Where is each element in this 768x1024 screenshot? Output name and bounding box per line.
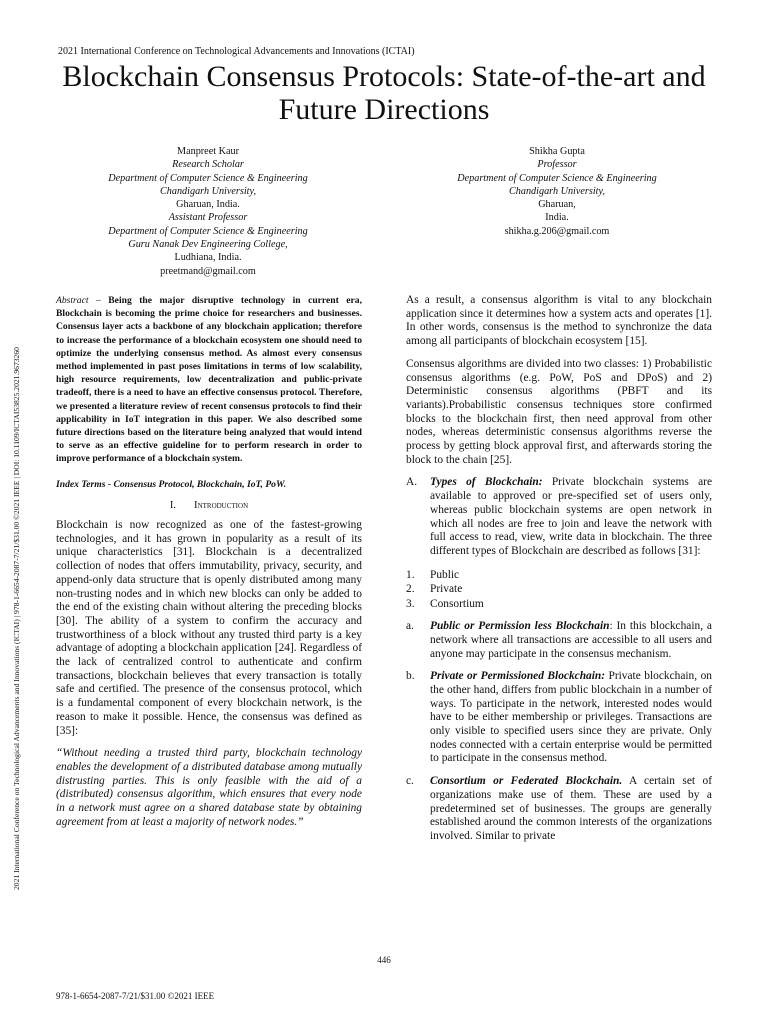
type-description-public bbox=[406, 620, 712, 661]
author-role-secondary: Assistant Professor bbox=[168, 212, 248, 224]
author-department: Department of Computer Science & Engineering bbox=[108, 172, 308, 184]
type-heading: Consortium or Federated Blockchain. bbox=[430, 775, 623, 788]
abstract-label: Abstract bbox=[56, 295, 89, 306]
list-label: Consortium bbox=[430, 597, 484, 610]
intro-quote: “Without needing a trusted third party, blockchain technology enables the development of a distributed database among mutually distrusting parties. This is only feasible with the aid of a (distributed) consensus algorithm, which ensures that every node in a network must agree on a shared database state by obtaining agreement from at least a majority of network nodes.” bbox=[56, 747, 362, 828]
section-heading-introduction bbox=[56, 499, 362, 513]
author-block-1 bbox=[58, 145, 358, 278]
intro-paragraph: Blockchain is now recognized as one of the fastest-growing technologies, and it has grown in popularity as a result of its unique characteristics [31]. Blockchain is a decentralized collection of nodes that offers immutability, privacy, security, and append-only data structure that is openly distributed among many non-trusting nodes and in which new blocks can only be added to the end of the existing chain without altering the preceding blocks [30]. The ability of a system to confirm the accuracy and trustworthiness of a block without any trusted third party is a key advantage of adopting a blockchain application [24]. Regardless of the lack of centralized control to authenticate and confirm transactions, blockchain believes that every transaction is totally safe and certified. The presence of the consensus protocol, which is a fundamental component of every blockchain network, is the reason to make it possible. Hence, the consensus was defined as [35]: bbox=[56, 519, 362, 737]
author-role: Research Scholar bbox=[172, 159, 244, 171]
subsection-types-of-blockchain bbox=[406, 476, 712, 558]
type-marker: a. bbox=[406, 620, 414, 633]
list-item bbox=[406, 568, 712, 583]
author-department: Department of Computer Science & Engineering bbox=[457, 172, 657, 184]
side-doi-strip: 2021 International Conference on Technological Advancements and Innovations (ICTAI) | 978-1-6654-2087-7/21/$31.00 ©2021 IEEE | DOI: 10.1109/ICTAI53825.2021.9673260 bbox=[12, 347, 21, 890]
subsection-heading: Types of Blockchain: bbox=[430, 476, 543, 489]
subsection-marker: A. bbox=[406, 476, 418, 489]
type-marker: b. bbox=[406, 670, 415, 683]
type-text bbox=[430, 670, 712, 766]
type-body: A certain set of organizations make use of them. These are used by a predetermined set of businesses. The groups are generally established around the common interests of the organizations involved. Similar to private bbox=[430, 775, 712, 842]
type-heading: Private or Permissioned Blockchain: bbox=[430, 670, 606, 683]
list-item bbox=[406, 582, 712, 597]
author-city: Gharuan, bbox=[538, 199, 576, 211]
subsection-body: Private blockchain systems are available to approved or pre-specified set of users only, whereas public blockchain systems are open network in which all nodes are free to join and leave the network with full access to read, view, write data in blockchain. The three different types of Blockchain are described as follows [31]: bbox=[430, 476, 713, 557]
right-column bbox=[406, 294, 712, 853]
conference-header: 2021 International Conference on Technological Advancements and Innovations (ICTAI) bbox=[58, 46, 415, 57]
abstract-text: Being the major disruptive technology in current era, Blockchain is becoming the prime choice for researchers and businesses. Consensus layer acts a backbone of any blockchain application; therefore to increase the performance of a blockchain ecosystem one should need to optimize the underlying consensus method. As almost every consensus method implemented in past poses limitations in terms of low scalability, high resource requirements, low decentralization and public-private tradeoff, there is a need to have an effective consensus protocol. Therefore, we presented a literature review of recent consensus protocols to find their applicability in IoT integration in this paper. We also described some future directions based on the literature being analyzed that would intend to serve as an effective guideline for to perform research in order to improve performance of a blockchain system. bbox=[56, 295, 363, 465]
author-name: Shikha Gupta bbox=[529, 146, 585, 157]
list-number: 1. bbox=[406, 568, 415, 581]
author-college-secondary: Guru Nanak Dev Engineering College, bbox=[128, 239, 288, 251]
left-column bbox=[56, 294, 362, 839]
blockchain-types-list bbox=[406, 568, 712, 612]
section-number: I. bbox=[169, 500, 177, 512]
type-description-private bbox=[406, 670, 712, 766]
type-body: : In this blockchain, a network where all transactions are accessible to all users and anyone may participate in the consensus mechanism. bbox=[430, 620, 712, 660]
copyright-footer: 978-1-6654-2087-7/21/$31.00 ©2021 IEEE bbox=[56, 991, 215, 1001]
consensus-classes-paragraph: Consensus algorithms are divided into two classes: 1) Probabilistic consensus algorithms (e.g. PoW, PoS and DPoS) and 2) Deterministic consensus algorithms (PBFT and its variants).Probabilistic consensus techniques store confirmed blocks to the blockchain first, then need approval from other nodes, whereas deterministic consensus algorithms reverse the process by getting block approval first, and afterwards storing the block to the chain [25]. bbox=[406, 357, 712, 466]
consensus-paragraph: As a result, a consensus algorithm is vital to any blockchain application since it determines how a system acts and operates [1]. In other words, consensus is the method to synchronize the data among all participants of blockchain ecosystem [15]. bbox=[406, 294, 712, 348]
author-name: Manpreet Kaur bbox=[177, 146, 239, 157]
author-country: India. bbox=[545, 212, 569, 224]
index-terms: Index Terms - Consensus Protocol, Blockchain, IoT, PoW. bbox=[56, 478, 287, 490]
list-number: 2. bbox=[406, 583, 415, 596]
author-city: Gharuan, India. bbox=[176, 199, 240, 211]
author-block-2 bbox=[402, 145, 712, 238]
type-heading: Public or Permission less Blockchain bbox=[430, 620, 610, 633]
author-city-secondary: Ludhiana, India. bbox=[174, 252, 242, 264]
type-description-consortium bbox=[406, 775, 712, 844]
page-number: 446 bbox=[377, 955, 391, 965]
list-number: 3. bbox=[406, 597, 415, 610]
author-email[interactable]: shikha.g.206@gmail.com bbox=[504, 225, 610, 237]
author-email[interactable]: preetmand@gmail.com bbox=[160, 265, 256, 277]
abstract bbox=[56, 294, 362, 466]
subsection-text bbox=[430, 476, 712, 558]
author-university: Chandigarh University, bbox=[159, 185, 257, 197]
abstract-dash: – bbox=[88, 295, 109, 306]
type-marker: c. bbox=[406, 775, 414, 788]
type-text bbox=[430, 620, 712, 661]
type-body: Private blockchain, on the other hand, differs from public blockchain in a number of ways. To participate in the network, interested nodes would have to be either membership or privileges. Transactions are only visible to specified users since they are private. Only nodes connected with a certain enterprise would be permitted to participate in the consensus method. bbox=[430, 670, 712, 765]
paper-title: Blockchain Consensus Protocols: State-of-the-art and Future Directions bbox=[62, 60, 706, 126]
list-item bbox=[406, 597, 712, 612]
author-role: Professor bbox=[537, 159, 577, 171]
list-label: Private bbox=[430, 583, 463, 596]
author-university: Chandigarh University, bbox=[508, 185, 606, 197]
list-label: Public bbox=[430, 568, 460, 581]
author-department-secondary: Department of Computer Science & Engineering bbox=[108, 225, 308, 237]
section-title: Introduction bbox=[194, 500, 249, 512]
type-text bbox=[430, 775, 712, 844]
